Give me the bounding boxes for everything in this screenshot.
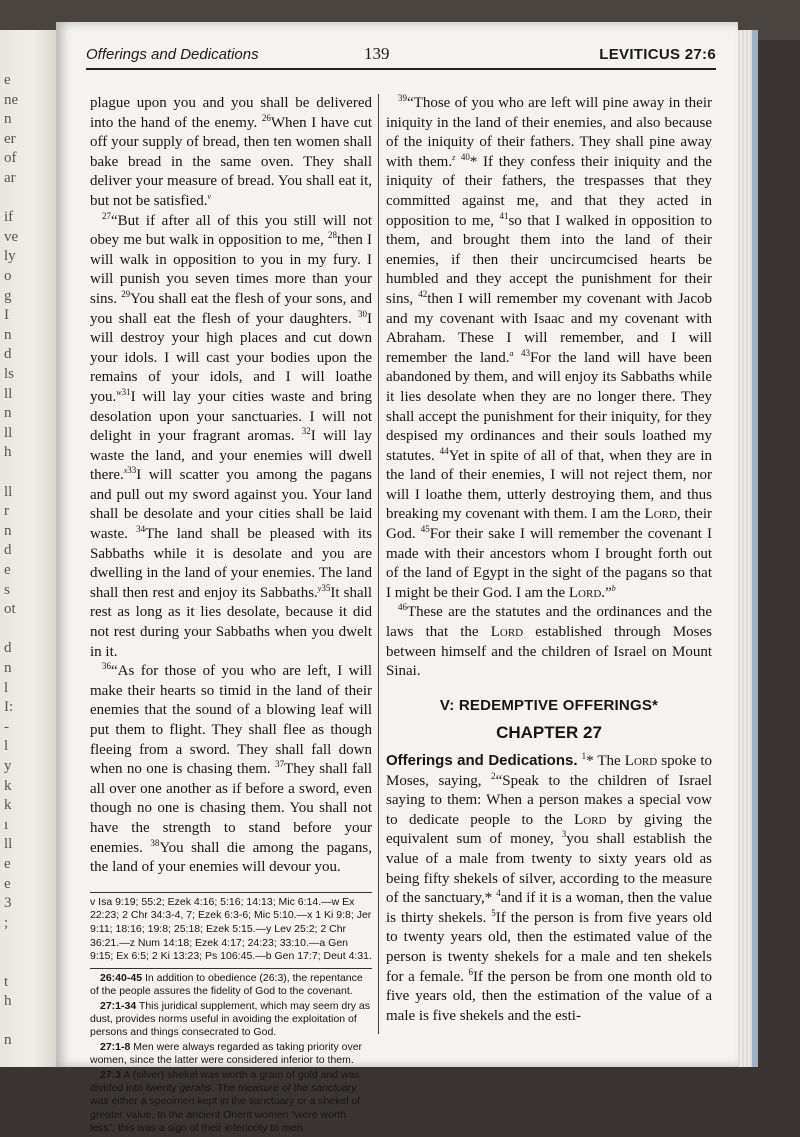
left-page-text-fragment: o (4, 268, 12, 284)
paragraph-27-1: Offerings and Dedications. $^1$* The Lord spoke to Moses, saying, $^2$“Speak to the children of Israel saying to them: When a person makes a special vow to dedicate people to the Lord by giving the equivalent sum of money, $^3$you shall establish the value of a male from twenty to sixty years old as being fifty shekels of silver, according to the measure of the sanctuary,* $^4$and if it is a woman, then the value is thirty shekels. $^5$If the person is from five years old to twenty years old, then the estimated value of the person is twenty shekels for a male and ten shekels for a female. $^6$If the person be from one month old to five years old, then the estimation of the value of a male is five shekels and the esti- (386, 751, 713, 1024)
left-page-text-fragment: h (4, 444, 12, 461)
left-page-text-fragment: ar (4, 170, 16, 186)
left-page-text-fragment: r (4, 503, 9, 520)
subheading: Offerings and Dedications. (386, 752, 578, 769)
left-page-text-fragment: ne (4, 91, 19, 108)
left-page-edge (0, 30, 56, 1067)
left-page-text-fragment: n (4, 405, 12, 422)
left-page-text-fragment: k (4, 797, 12, 814)
left-page-text-fragment: y (4, 758, 12, 774)
header-rule (86, 68, 716, 70)
notes-rule-top (90, 892, 372, 893)
left-page-text-fragment: ; (4, 914, 9, 931)
left-page-text-fragment: k (4, 777, 12, 794)
left-page-text-fragment: I (4, 307, 9, 324)
commentary-notes (90, 972, 372, 1136)
left-page-text-fragment: er (4, 130, 16, 147)
left-page-text-fragment: ll (4, 483, 13, 500)
notes-rule-bottom (90, 968, 372, 969)
left-page-text-fragment: I: (4, 699, 14, 716)
left-page-text-fragment: e (4, 875, 11, 892)
left-page-text-fragment: - (4, 718, 9, 735)
left-page-text-fragment: l (4, 679, 9, 696)
column-divider (378, 94, 379, 1034)
left-page-text-fragment: ve (4, 228, 19, 245)
blue-page-edge (752, 30, 758, 1067)
paragraph-46: $^{46}$These are the statutes and the ordinances and the laws that the Lord established through Moses between himself and the children of Israel on Mount Sinai. (386, 602, 712, 680)
chapter-heading: CHAPTER 27 (496, 723, 602, 743)
left-page-text-fragment: n (4, 111, 12, 128)
left-page-text-fragment: n (4, 326, 12, 343)
commentary-note: 27:1-8 Men were always regarded as taking priority over women, since the latter were considered inferior to them. (90, 1040, 363, 1067)
left-page-text-fragment: n (4, 522, 12, 539)
left-page-text-fragment: ll (4, 385, 13, 402)
left-page-text-fragment: h (4, 993, 12, 1010)
left-page-text-fragment: ls (4, 366, 15, 382)
left-page-text-fragment: d (4, 542, 12, 559)
right-column (386, 94, 712, 1026)
commentary-note: 26:40-45 In addition to obedience (26:3), the repentance of the people assures the fidelity of God to the covenant. (90, 971, 363, 998)
left-page-text-fragment: g (4, 287, 12, 304)
commentary-note: 27:3 A (silver) shekel was worth a gram of gold and was divided into twenty gerahs. The measure of the sanctuary was either a specimen kept in the sanctuary or a shekel of greater value. In the ancient Orient women “were worth less”; this was a sign of their inferiority to men. (90, 1068, 361, 1135)
left-page-text-fragment: ı (4, 816, 9, 833)
left-page-text-fragment: of (4, 150, 17, 167)
cross-references: v Isa 9:19; 55:2; Ezek 4:16; 5:16; 14:13; Mic 6:14.—w Ex 22:23; 2 Chr 34:3-4, 7; Ezek 6:3-6; Mic 5:10.—x 1 Ki 9:8; Jer 9:11; 18:16; 19:8; 25:18; Ezek 5:15.—y Lev 25:2; 2 Chr 36:21.—z Num 14:18; Ezek 4:17; 24:23; 33:10.—a Gen 9:15; Ex 6:5; 2 Ki 13:23; Ps 106:45.—b Gen 17:7; Deut 4:31. (90, 895, 372, 963)
paragraph-26: plague upon you and you shall be delivered into the hand of the enemy. $^{26}$When I have cut off your supply of bread, then ten women shall bake bread in the same oven. They shall deliver your measure of bread. You shall eat it, but not be satisfied.$^v$ (90, 95, 372, 209)
left-page-text-fragment: n (4, 1032, 12, 1049)
left-page-text-fragment: d (4, 640, 12, 657)
paragraph-36: $^{36}$“As for those of you who are left, I will make their hearts so timid in the land of their enemies that the sound of a blowing leaf will put them to flight. They shall flee as though fleeing from a sword. They shall fall down when no one is chasing them. $^{37}$They shall fall all over one another as if before a sword, even though no one is chasing them. You shall not have the strength to stand before your enemies. $^{38}$You shall die among the pagans, the land of your enemies will devour you. (90, 661, 373, 876)
header-section-title: Offerings and Dedications (86, 46, 259, 63)
left-page-text-fragment: ot (4, 601, 16, 618)
left-page-text-fragment: t (4, 973, 9, 990)
left-page-text-fragment: d (4, 346, 12, 363)
commentary-note: 27:1-34 This juridical supplement, which may seem dry as dust, provides norms useful in avoiding the exploitation of persons and things consecrated to God. (90, 999, 371, 1039)
section-heading: V: REDEMPTIVE OFFERINGS* (439, 696, 659, 714)
left-page-text-fragment: ly (4, 248, 16, 265)
paragraph-27: $^{27}$“But if after all of this you still will not obey me but walk in opposition to me, $^{28}$then I will walk in opposition to you in my fury. I will punish you seven times more than your sins. $^{29}$You shall eat the flesh of your sons, and you shall eat the flesh of your daughters. $^{30}$I will destroy your high places and cut down your idols. I will cast your bodies upon the remains of your idols, and I will loathe you.$^{w31}$I will lay your cities waste and bring desolation upon your sanctuaries. I will not delight in your fragrant aromas. $^{32}$I will lay waste the land, and your enemies will dwell there.$^{x33}$I will scatter you among the pagans and pull out my sword against you. Your land shall be desolate and your cities shall be laid waste. $^{34}$The land shall be pleased with its Sabbaths while it is desolate and you are dwelling in the land of your enemies. The land shall then rest and enjoy its Sabbaths.$^{y35}$It shall rest as long as it lies desolate, because it did not rest during your Sabbaths when you dwelt in it. (90, 210, 373, 660)
page-number: 139 (364, 44, 390, 63)
left-column (90, 94, 372, 1137)
header-reference: LEVITICUS 27:6 (599, 46, 716, 63)
left-page-text-fragment: s (4, 581, 10, 598)
left-page-text-fragment: ll (4, 836, 13, 853)
left-page-text-fragment: 3 (4, 895, 12, 912)
left-page-text-fragment: e (4, 72, 11, 88)
left-page-text-fragment: n (4, 660, 12, 676)
left-page-text-fragment: ll (4, 424, 13, 441)
left-page-text-fragment: l (4, 738, 9, 755)
left-page-text-fragment: e (4, 562, 11, 578)
paragraph-39: $^{39}$“Those of you who are left will pine away in their iniquity in the land of their enemies, and also because of the iniquity of their fathers. They shall pine away with them.$^z$ $^{40}$* If they confess their iniquity and the iniquity of their fathers, the trespasses that they committed against me, and that they acted in opposition to me, $^{41}$so that I walked in opposition to them, and brought them into the land of their enemies, if then their uncircumcised hearts be humbled and they accept the punishment for their sins, $^{42}$then I will remember my covenant with Jacob and my covenant with Isaac and my covenant with Abraham. These I will remember, and I will remember the land.$^a$ $^{43}$For the land will have been abandoned by them, and will enjoy its Sabbaths while it lies desolate when they are no longer there. They shall accept the punishment for their iniquity, for they despised my ordinances and their souls loathed my statutes. $^{44}$Yet in spite of all of that, when they are in the land of their enemies, I will not reject them, nor will I loathe them, utterly destroying them, and thus breaking my covenant with them. I am the Lord, their God. $^{45}$For their sake I will remember the covenant I made with their ancestors whom I brought forth out of the land of Egypt in the sight of the pagans so that I might be their God. I am the Lord.”$^b$ (386, 93, 712, 601)
left-page-text-fragment: e (4, 856, 11, 872)
left-page-text-fragment: if (4, 209, 14, 226)
running-header (86, 44, 716, 66)
